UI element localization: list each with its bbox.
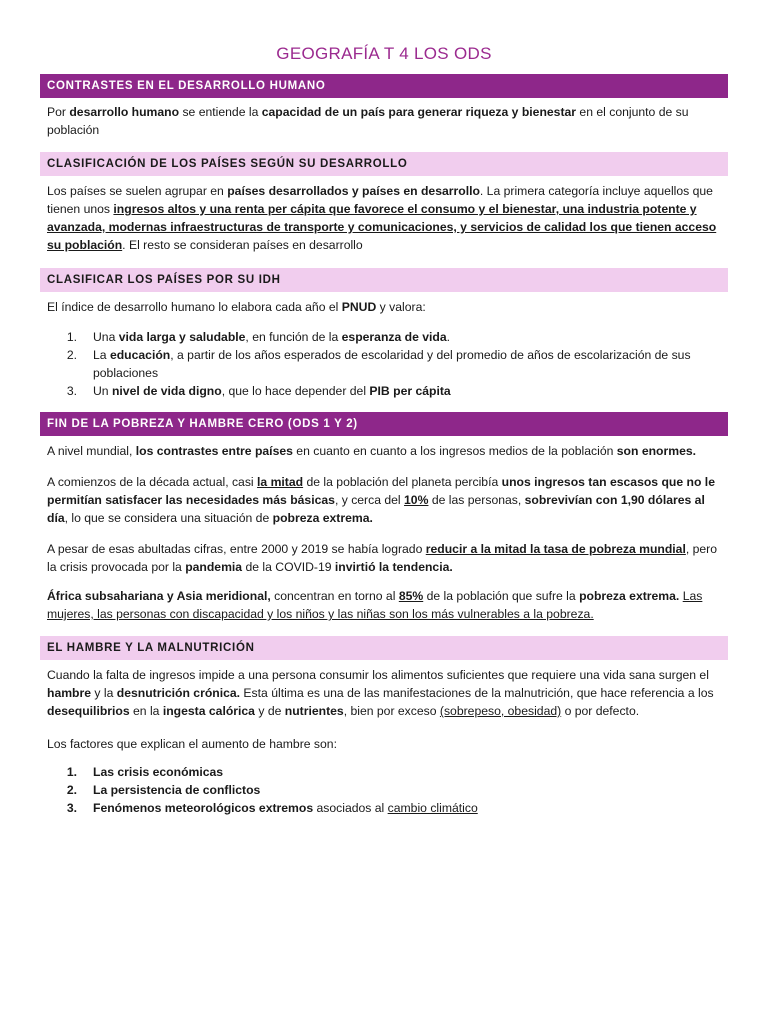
text-run: de la COVID-19 — [242, 560, 335, 574]
text-run: . La primera categoría incluye aquellos que tienen unos — [47, 184, 713, 216]
text-run: A comienzos de la década actual, casi — [47, 475, 258, 489]
list-item — [47, 346, 717, 382]
text-run: , y cerca del — [334, 493, 405, 507]
page-title: GEOGRAFÍA T 4 LOS ODS — [276, 44, 492, 63]
bold-text: reducir a la mitad la tasa de pobreza mundial — [425, 542, 686, 556]
text-run: Los países se suelen agrupar en — [47, 184, 228, 198]
bold-text: esperanza de vida — [341, 330, 447, 344]
text-run: Una — [93, 330, 119, 344]
paragraph — [47, 442, 717, 460]
bold-text: desequilibrios — [47, 704, 130, 718]
numbered-list — [47, 763, 717, 817]
bold-text: Fenómenos meteorológicos extremos — [93, 801, 314, 815]
bold-text: desnutrición crónica. — [116, 686, 241, 700]
list-number: 2. — [66, 348, 77, 362]
bold-text: nivel de vida digno — [111, 384, 222, 398]
list-number: 3. — [66, 801, 77, 815]
bold-text: 85% — [398, 589, 424, 603]
bold-text: Las crisis económicas — [93, 765, 224, 779]
text-run: El índice de desarrollo humano lo elabora cada año el — [47, 300, 342, 314]
section-heading-hambre: EL HAMBRE Y LA MALNUTRICIÓN — [40, 636, 728, 660]
bold-text: capacidad de un país para generar riqueza y bienestar — [261, 105, 577, 119]
paragraph — [47, 666, 717, 720]
bold-text: educación — [109, 348, 171, 362]
bold-text: pobreza extrema. — [272, 511, 373, 525]
text-run: Esta última es una de las manifestaciones de la malnutrición, que hace referencia a los — [240, 686, 714, 700]
bold-text: la mitad — [257, 475, 304, 489]
paragraph — [47, 540, 717, 576]
section-heading-clasificacion: CLASIFICACIÓN DE LOS PAÍSES SEGÚN SU DESARROLLO — [40, 152, 728, 176]
list-number: 1. — [66, 330, 77, 344]
bold-text: África subsahariana y Asia meridional, — [47, 589, 271, 603]
paragraph — [47, 587, 717, 623]
bold-text: son enormes. — [616, 444, 697, 458]
bold-text: sobrevivían con 1,90 dólares al día — [47, 493, 705, 525]
list-number: 1. — [66, 765, 77, 779]
bold-text: PNUD — [341, 300, 377, 314]
paragraph — [47, 735, 717, 753]
bold-text: PIB per cápita — [369, 384, 451, 398]
text-run: en el conjunto de su población — [47, 105, 689, 137]
bold-text: vida larga y saludable — [118, 330, 246, 344]
text-run: A pesar de esas abultadas cifras, entre 2000 y 2019 se había logrado — [47, 542, 426, 556]
bold-text: unos ingresos tan escasos que no le permitían satisfacer las necesidades más básicas — [47, 475, 715, 507]
bold-text: pandemia — [185, 560, 243, 574]
text-run: de la población del planeta percibía — [303, 475, 502, 489]
text-run: asociados al — [313, 801, 388, 815]
text-run: , que lo hace depender del — [221, 384, 370, 398]
list-number: 2. — [66, 783, 77, 797]
list-item — [47, 799, 717, 817]
underlined-text: (sobrepeso, obesidad) — [439, 704, 562, 718]
text-run: y la — [91, 686, 117, 700]
text-run: Los factores que explican el aumento de hambre son: — [47, 737, 337, 751]
text-run: , en función de la — [245, 330, 342, 344]
bold-text: ingresos altos y una renta per cápita que favorece el consumo y el bienestar, una industria potente y avanzada, modernas infraestructuras de transporte y comunicaciones, y servicios de calidad los que tienen acceso su población — [47, 202, 717, 252]
list-item — [47, 781, 717, 799]
bold-text: desarrollo humano — [69, 105, 180, 119]
text-run: y de — [254, 704, 285, 718]
text-run: de las personas, — [428, 493, 525, 507]
bold-text: nutrientes — [284, 704, 344, 718]
bold-text: hambre — [47, 686, 92, 700]
underlined-text: cambio climático — [387, 801, 478, 815]
bold-text: los contrastes entre países — [135, 444, 293, 458]
paragraph — [47, 298, 717, 316]
text-run: . El resto se consideran países en desarrollo — [122, 238, 363, 252]
bold-text: países desarrollados y países en desarrollo — [227, 184, 480, 198]
text-run: Por — [47, 105, 70, 119]
text-run: La — [93, 348, 110, 362]
section-heading-contrastes: CONTRASTES EN EL DESARROLLO HUMANO — [40, 74, 728, 98]
paragraph — [47, 103, 717, 139]
bold-text: 10% — [404, 493, 429, 507]
bold-text: pobreza extrema. — [579, 589, 680, 603]
bold-text: ingesta calórica — [162, 704, 255, 718]
list-item — [47, 763, 717, 781]
text-run: concentran en torno al — [270, 589, 399, 603]
numbered-list — [47, 328, 717, 400]
text-run: y valora: — [376, 300, 426, 314]
paragraph — [47, 182, 717, 254]
text-run: , pero la crisis provocada por la — [47, 542, 718, 574]
bold-text: La persistencia de conflictos — [93, 783, 261, 797]
underlined-text: Las mujeres, las personas con discapacidad y los niños y las niñas son los más vulnerables a la pobreza. — [47, 589, 703, 621]
text-run: Cuando la falta de ingresos impide a una persona consumir los alimentos suficientes que requiere una vida sana surgen el — [47, 668, 709, 682]
text-run: o por defecto. — [561, 704, 640, 718]
list-number: 3. — [66, 384, 77, 398]
text-run: , lo que se considera una situación de — [64, 511, 273, 525]
section-heading-pobreza: FIN DE LA POBREZA Y HAMBRE CERO (ODS 1 Y 2) — [40, 412, 728, 436]
text-run: . — [446, 330, 451, 344]
list-item — [47, 328, 717, 346]
text-run: Un — [93, 384, 112, 398]
bold-text: invirtió la tendencia. — [334, 560, 453, 574]
text-run: en cuanto en cuanto a los ingresos medios de la población — [292, 444, 617, 458]
list-item — [47, 382, 717, 400]
text-run: se entiende la — [179, 105, 262, 119]
text-run: A nivel mundial, — [47, 444, 136, 458]
section-heading-idh: CLASIFICAR LOS PAÍSES POR SU IDH — [40, 268, 728, 292]
text-run: de la población que sufre la — [423, 589, 580, 603]
text-run: , bien por exceso — [343, 704, 440, 718]
text-run: en la — [129, 704, 163, 718]
text-run: , a partir de los años esperados de escolaridad y del promedio de años de escolarización de sus poblaciones — [93, 348, 691, 380]
paragraph — [47, 473, 717, 527]
